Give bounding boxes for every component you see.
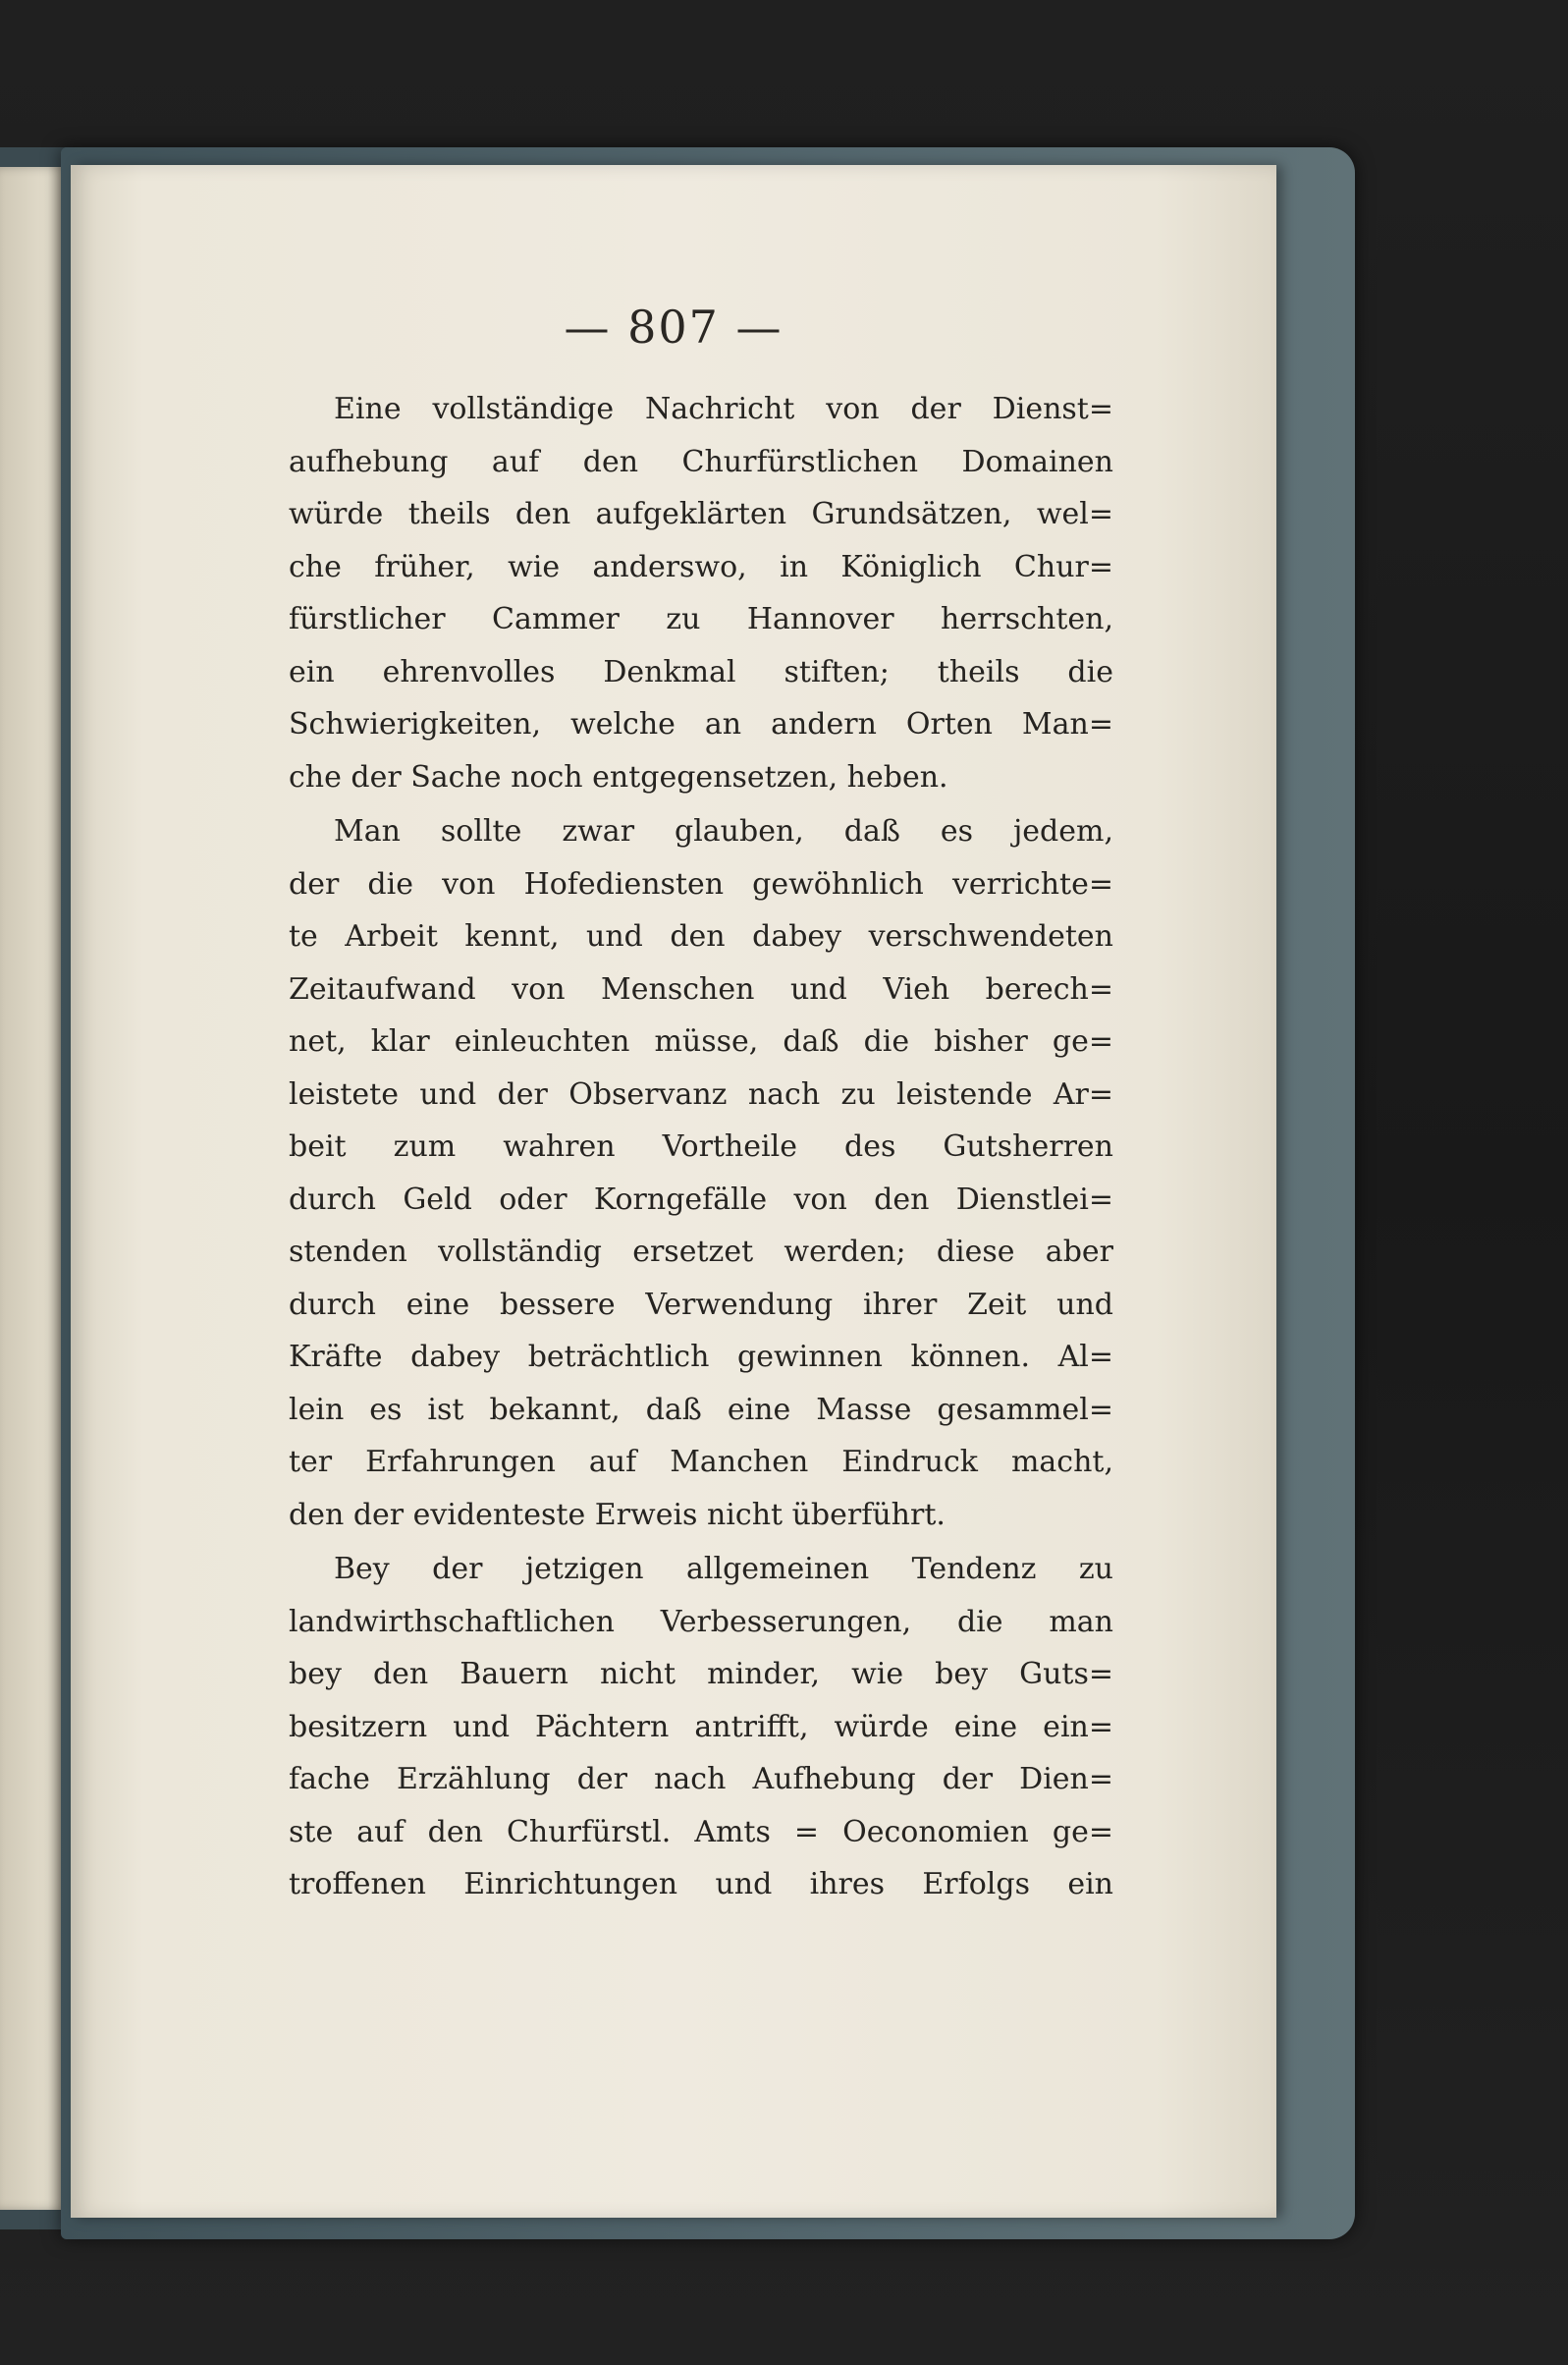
text-line: durch eine bessere Verwendung ihrer Zeit und: [289, 1287, 1113, 1322]
text-line: besitzern und Pächtern antrifft, würde eine ein=: [289, 1709, 1113, 1744]
text-line: würde theils den aufgeklärten Grundsätzen, wel=: [289, 497, 1113, 531]
text-line: net, klar einleuchten müsse, daß die bisher ge=: [289, 1024, 1113, 1059]
text-line: durch Geld oder Korngefälle von den Dienstlei=: [289, 1182, 1113, 1217]
text-line: Zeitaufwand von Menschen und Vieh berech=: [289, 971, 1113, 1007]
text-line: che der Sache noch entgegensetzen, heben.: [289, 759, 948, 795]
page-number-header: — 807 —: [564, 301, 784, 354]
paragraph-3: [289, 1543, 1113, 1911]
text-line: ste auf den Churfürstl. Amts = Oeconomien ge=: [289, 1814, 1113, 1849]
text-line: che früher, wie anderswo, in Königlich Chur=: [289, 549, 1113, 584]
text-line: aufhebung auf den Churfürstlichen Domainen: [289, 444, 1113, 479]
text-line: Kräfte dabey beträchtlich gewinnen können. Al=: [289, 1340, 1113, 1374]
previous-page-edge: [0, 167, 69, 2210]
text-line: fache Erzählung der nach Aufhebung der Dien=: [289, 1762, 1113, 1796]
paragraph-1: [289, 383, 1113, 803]
text-line: lein es ist bekannt, daß eine Masse gesammel=: [289, 1392, 1113, 1427]
body-text: [289, 383, 1113, 1911]
text-line: bey den Bauern nicht minder, wie bey Guts=: [289, 1657, 1113, 1691]
text-line: Eine vollständige Nachricht von der Dienst=: [334, 392, 1113, 426]
text-line: Bey der jetzigen allgemeinen Tendenz zu: [334, 1552, 1113, 1586]
text-line: landwirthschaftlichen Verbesserungen, die man: [289, 1604, 1113, 1639]
text-line: den der evidenteste Erweis nicht überführt.: [289, 1497, 946, 1532]
text-line: ter Erfahrungen auf Manchen Eindruck macht,: [289, 1445, 1113, 1479]
book-page: [71, 165, 1276, 2218]
text-line: fürstlicher Cammer zu Hannover herrschten,: [289, 602, 1113, 636]
text-line: troffenen Einrichtungen und ihres Erfolgs ein: [289, 1867, 1113, 1901]
text-line: Schwierigkeiten, welche an andern Orten Man=: [289, 707, 1113, 742]
text-line: beit zum wahren Vortheile des Gutsherren: [289, 1129, 1113, 1164]
text-line: ein ehrenvolles Denkmal stiften; theils die: [289, 654, 1113, 689]
text-line: leistete und der Observanz nach zu leistende Ar=: [289, 1076, 1113, 1112]
text-line: te Arbeit kennt, und den dabey verschwendeten: [289, 919, 1113, 954]
text-line: der die von Hofediensten gewöhnlich verrichte=: [289, 866, 1113, 902]
text-line: Man sollte zwar glauben, daß es jedem,: [334, 814, 1113, 849]
text-line: stenden vollständig ersetzet werden; diese aber: [289, 1235, 1113, 1269]
paragraph-2: [289, 805, 1113, 1541]
